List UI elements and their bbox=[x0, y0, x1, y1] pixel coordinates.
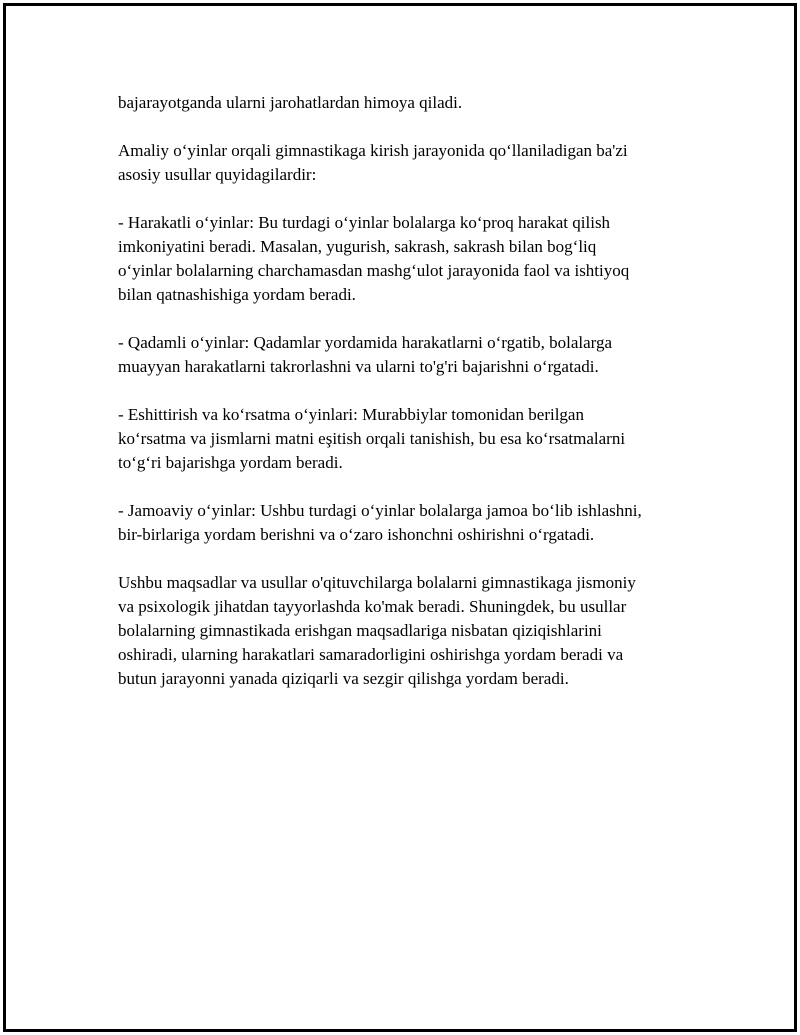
text-line: bilan qatnashishiga yordam beradi. bbox=[118, 285, 356, 304]
text-line: oshiradi, ularning harakatlari samaradorligini oshirishga yordam beradi va bbox=[118, 645, 624, 664]
paragraph-gap bbox=[118, 187, 718, 211]
text-line: va psixologik jihatdan tayyorlashda ko'mak beradi. Shuningdek, bu usullar bbox=[118, 597, 627, 616]
text-line: ko‘rsatma va jismlarni matni eşitish orqali tanishish, bu esa ko‘rsatmalarni bbox=[118, 429, 626, 448]
paragraph-listening-games bbox=[118, 403, 718, 475]
text-line: Amaliy o‘yinlar orqali gimnastikaga kirish jarayonida qo‘llaniladigan ba'zi bbox=[118, 141, 628, 160]
text-line: to‘g‘ri bajarishga yordam beradi. bbox=[118, 453, 343, 472]
text-line: - Harakatli o‘yinlar: Bu turdagi o‘yinlar bolalarga ko‘proq harakat qilish bbox=[118, 213, 611, 232]
paragraph-continuation bbox=[118, 91, 718, 115]
paragraph-gap bbox=[118, 547, 718, 571]
text-line: - Qadamli o‘yinlar: Qadamlar yordamida harakatlarni o‘rgatib, bolalarga bbox=[118, 333, 613, 352]
text-line: bolalarning gimnastikada erishgan maqsadlariga nisbatan qiziqishlarini bbox=[118, 621, 602, 640]
text-line: o‘yinlar bolalarning charchamasdan mashg‘ulot jarayonida faol va ishtiyoq bbox=[118, 261, 630, 280]
paragraph-gap bbox=[118, 115, 718, 139]
text-line: imkoniyatini beradi. Masalan, yugurish, sakrash, sakrash bilan bog‘liq bbox=[118, 237, 597, 256]
text-line: - Jamoaviy o‘yinlar: Ushbu turdagi o‘yinlar bolalarga jamoa bo‘lib ishlashni, bbox=[118, 501, 642, 520]
text-line: bir-birlariga yordam berishni va o‘zaro ishonchni oshirishni o‘rgatadi. bbox=[118, 525, 595, 544]
paragraph-team-games bbox=[118, 499, 718, 547]
paragraph-step-games bbox=[118, 331, 718, 379]
paragraph-intro bbox=[118, 139, 718, 187]
text-line: - Eshittirish va ko‘rsatma o‘yinlari: Murabbiylar tomonidan berilgan bbox=[118, 405, 584, 424]
paragraph-active-games bbox=[118, 211, 718, 307]
text-line: muayyan harakatlarni takrorlashni va ularni to'g'ri bajarishni o‘rgatadi. bbox=[118, 357, 599, 376]
text-line: bajarayotganda ularni jarohatlardan himoya qiladi. bbox=[118, 93, 463, 112]
paragraph-conclusion bbox=[118, 571, 718, 691]
paragraph-gap bbox=[118, 475, 718, 499]
text-line: asosiy usullar quyidagilardir: bbox=[118, 165, 317, 184]
text-line: Ushbu maqsadlar va usullar o'qituvchilarga bolalarni gimnastikaga jismoniy bbox=[118, 573, 636, 592]
paragraph-gap bbox=[118, 379, 718, 403]
paragraph-gap bbox=[118, 307, 718, 331]
document-body bbox=[118, 91, 718, 691]
text-line: butun jarayonni yanada qiziqarli va sezgir qilishga yordam beradi. bbox=[118, 669, 569, 688]
